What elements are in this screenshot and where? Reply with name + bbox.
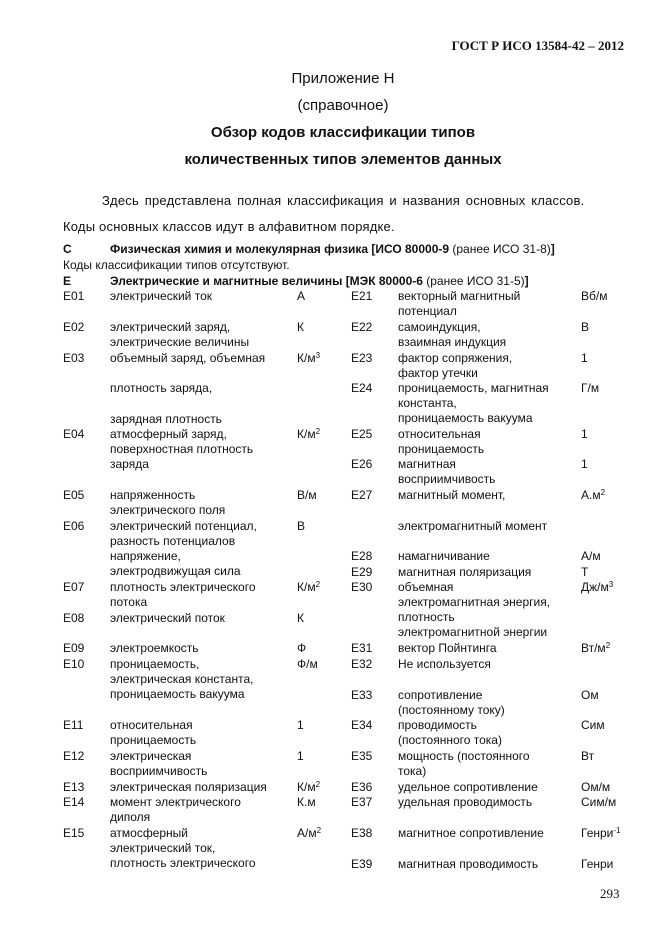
row-code: Е01 <box>63 289 85 303</box>
row-code: Е33 <box>351 688 373 702</box>
row-unit: $К/м^3$ <box>297 351 321 365</box>
row-unit: 1 <box>297 718 304 732</box>
row-name: электрический ток <box>110 289 212 303</box>
row-unit: К <box>297 611 304 625</box>
row-code: Е38 <box>351 826 373 840</box>
row-code: Е28 <box>351 549 373 563</box>
row-name: магнитная поляризация <box>398 565 532 579</box>
annex-title: Приложение Н <box>291 70 395 87</box>
row-name: магнитный момент, <box>398 488 506 502</box>
row-code: Е31 <box>351 641 373 655</box>
row-code: Е10 <box>63 657 85 671</box>
row-unit: А/м <box>581 549 601 563</box>
section-e-name: Электрические и магнитные величины [МЭК 80000-6 <box>110 274 423 288</box>
row-name: объемная электромагнитная энергия, плотность электромагнитной энергии <box>398 580 551 639</box>
row-name: удельная проводимость <box>398 795 533 809</box>
annex-status: (справочное) <box>297 97 389 114</box>
row-name: Не используется <box>398 657 491 671</box>
row-code: Е09 <box>63 641 85 655</box>
row-code: Е03 <box>63 351 85 365</box>
row-name: проводимость (постоянного тока) <box>398 718 502 747</box>
row-code: Е36 <box>351 780 373 794</box>
row-unit: Ф <box>297 641 307 655</box>
section-e-close: ] <box>524 274 529 288</box>
row-code: Е15 <box>63 826 85 840</box>
row-unit: Генри <box>581 857 614 871</box>
row-name: электрическая поляризация <box>110 780 267 794</box>
row-name: проницаемость, магнитная константа, проницаемость вакуума <box>398 381 549 425</box>
row-name: вектор Пойнтинга <box>398 641 497 655</box>
row-code: Е14 <box>63 795 85 809</box>
row-name: относительная проницаемость <box>110 718 197 747</box>
section-c-heading <box>110 242 555 256</box>
row-name: сопротивление (постоянному току) <box>398 688 505 717</box>
row-code: Е22 <box>351 320 373 334</box>
row-code: Е05 <box>63 488 85 502</box>
row-unit: $А.м^2$ <box>581 488 606 502</box>
row-name: зарядная плотность <box>110 412 222 426</box>
row-code: Е35 <box>351 749 373 763</box>
row-code: Е21 <box>351 289 373 303</box>
row-unit: К <box>297 320 304 334</box>
section-e-code: Е <box>63 274 72 288</box>
row-name: плотность заряда, <box>110 381 213 395</box>
row-unit: $К/м^2$ <box>297 780 321 794</box>
row-name: самоиндукция, взаимная индукция <box>398 320 507 349</box>
section-e-heading <box>110 274 529 288</box>
row-unit: 1 <box>297 749 304 763</box>
row-name: намагничивание <box>398 549 490 563</box>
row-code: Е32 <box>351 657 373 671</box>
row-unit: 1 <box>581 351 588 365</box>
section-c-close: ] <box>550 242 555 256</box>
row-unit: $Вт/м^2$ <box>581 641 611 655</box>
row-code: Е08 <box>63 611 85 625</box>
row-unit: $Дж/м^3$ <box>581 580 614 594</box>
row-unit: Г/м <box>581 381 600 395</box>
row-unit: Ом/м <box>581 780 611 794</box>
row-code: Е13 <box>63 780 85 794</box>
row-unit: 1 <box>581 457 588 471</box>
row-name: мощность (постоянного тока) <box>398 749 530 778</box>
row-unit: В <box>297 519 306 533</box>
section-c-note: (ранее ИСО 31-8) <box>449 242 551 256</box>
annex-heading-line1: Обзор кодов классификации типов <box>210 124 476 141</box>
row-name: относительная проницаемость <box>398 427 485 456</box>
row-code: Е02 <box>63 320 85 334</box>
intro-line2: Коды основных классов идут в алфавитном порядке. <box>63 219 395 234</box>
row-unit: Генри$^{-1}$ <box>581 826 621 840</box>
row-code: Е30 <box>351 580 373 594</box>
row-name: атмосферный электрический ток, плотность электрического <box>110 826 256 870</box>
row-name: электрический заряд, электрические величины <box>110 320 250 349</box>
row-unit: В/м <box>297 488 317 502</box>
row-code: Е39 <box>351 857 373 871</box>
row-unit: Вт <box>581 749 595 763</box>
section-c-name: Физическая химия и молекулярная физика [ИСО 80000-9 <box>110 242 450 256</box>
row-name: магнитная восприимчивость <box>398 457 496 486</box>
row-unit: 1 <box>581 427 588 441</box>
row-name: удельное сопротивление <box>398 780 538 794</box>
row-unit: Вб/м <box>581 289 608 303</box>
row-name: электрический поток <box>110 611 225 625</box>
row-code: Е37 <box>351 795 373 809</box>
row-unit: $А/м^2$ <box>297 826 322 840</box>
standard-designation: ГОСТ Р ИСО 13584-42 – 2012 <box>451 38 624 53</box>
row-code: Е26 <box>351 457 373 471</box>
intro-line1: Здесь представлена полная классификация и названия основных классов. <box>102 193 585 208</box>
row-code: Е34 <box>351 718 373 732</box>
row-name: проницаемость, электрическая константа, проницаемость вакуума <box>110 657 254 701</box>
row-name: электрический потенциал, разность потенциалов напряжение, электродвижущая сила <box>110 519 257 578</box>
row-unit: Сим <box>581 718 605 732</box>
row-name: объемный заряд, объемная <box>110 351 266 365</box>
section-e-note: (ранее ИСО 31-5) <box>422 274 525 288</box>
row-name: магнитное сопротивление <box>398 826 544 840</box>
row-code: Е29 <box>351 565 373 579</box>
row-unit: К.м <box>297 795 316 809</box>
row-name: момент электрического диполя <box>110 795 241 824</box>
row-name: фактор сопряжения, фактор утечки <box>398 351 513 380</box>
row-unit: Т <box>581 565 589 579</box>
row-unit: А <box>297 289 306 303</box>
row-name: векторный магнитный потенциал <box>398 289 521 318</box>
row-code: Е12 <box>63 749 85 763</box>
row-name: атмосферный заряд, поверхностная плотность заряда <box>110 427 254 471</box>
page-number: 293 <box>600 886 620 901</box>
row-name: электромагнитный момент <box>398 519 548 533</box>
row-code: Е06 <box>63 519 85 533</box>
row-name: магнитная проводимость <box>398 857 539 871</box>
row-unit: Ф/м <box>297 657 318 671</box>
row-unit: $К/м^2$ <box>297 580 321 594</box>
row-unit: В <box>581 320 590 334</box>
section-c-code: С <box>63 242 72 256</box>
row-code: Е23 <box>351 351 373 365</box>
row-unit: $К/м^2$ <box>297 427 321 441</box>
row-name: напряженность электрического поля <box>110 488 226 517</box>
section-c-remark: Коды классификации типов отсутствуют. <box>63 258 290 272</box>
row-code: Е25 <box>351 427 373 441</box>
row-code: Е11 <box>63 718 84 732</box>
row-name: электрическая восприимчивость <box>110 749 208 778</box>
row-name: электроемкость <box>110 641 199 655</box>
row-unit: Сим/м <box>581 795 617 809</box>
row-code: Е07 <box>63 580 85 594</box>
row-code: Е04 <box>63 427 85 441</box>
row-unit: Ом <box>581 688 599 702</box>
annex-heading-line2: количественных типов элементов данных <box>184 151 502 168</box>
row-code: Е24 <box>351 381 373 395</box>
row-code: Е27 <box>351 488 373 502</box>
row-name: плотность электрического потока <box>110 580 256 609</box>
